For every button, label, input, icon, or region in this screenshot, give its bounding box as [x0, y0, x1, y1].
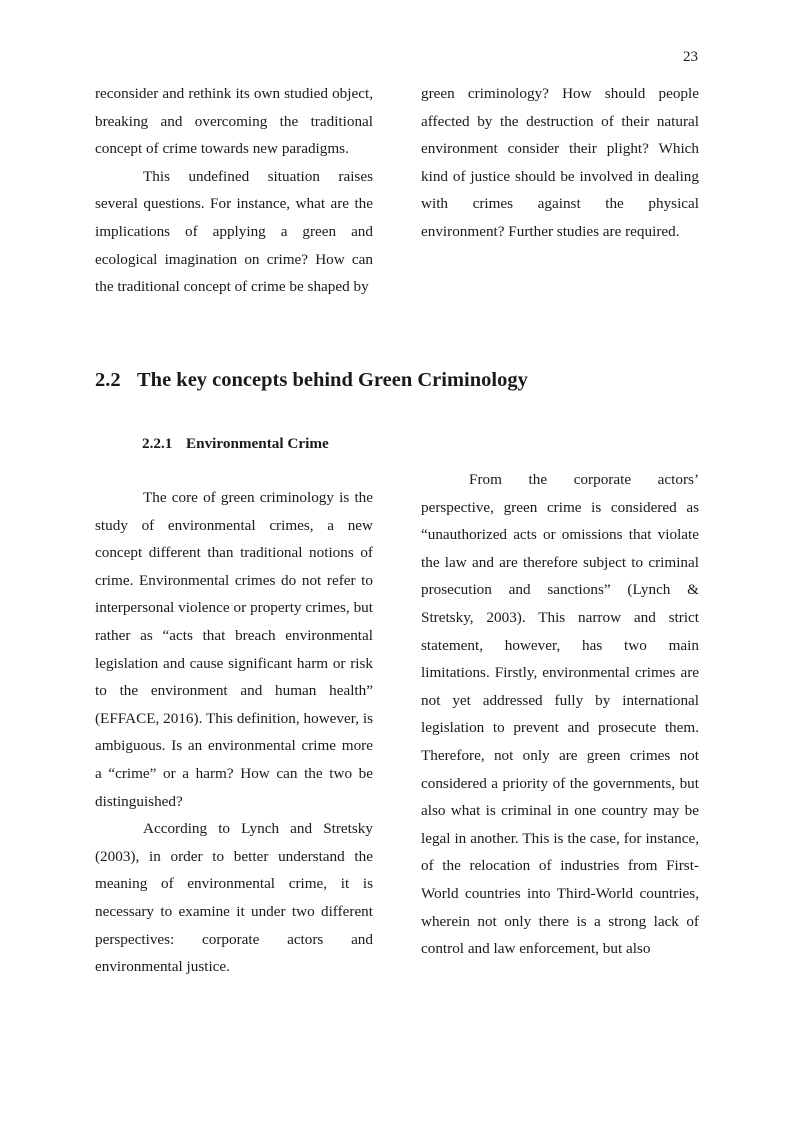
paragraph: green criminology? How should people affected by the destruction of their natural environment consider their plight? Which kind of justice should be involved in dealing with crimes against the physical environment? Further studies are required.: [421, 85, 699, 240]
paragraph: According to Lynch and Stretsky (2003), in order to better understand the meaning of environmental crime, it is necessary to examine it under two different perspectives: corporate actors and environmental justice.: [95, 820, 373, 976]
page-number: 23: [683, 49, 698, 65]
paragraph: This undefined situation raises several questions. For instance, what are the implications of applying a green and ecological imagination on crime? How can the traditional concept of crime be shaped by: [95, 167, 373, 296]
bottom-left-column: [95, 484, 373, 981]
bottom-right-column: [421, 466, 699, 963]
section-heading: [95, 369, 528, 392]
subsection-heading: [142, 435, 329, 453]
subsection-title: Environmental Crime: [186, 435, 329, 452]
top-left-column: [95, 80, 373, 301]
top-right-column: [421, 80, 699, 246]
paragraph: reconsider and rethink its own studied object, breaking and overcoming the traditional concept of crime towards new paradigms.: [95, 85, 373, 158]
paragraph: The core of green criminology is the study of environmental crimes, a new concept different than traditional notions of crime. Environmental crimes do not refer to interpersonal violence or property crimes, but rather as “acts that breach environmental legislation and cause significant harm or risk to the environment and human health” (EFFACE, 2016). This definition, however, is ambiguous. Is an environmental crime more a “crime” or a harm? How can the two be distinguished?: [95, 489, 373, 810]
section-number: 2.2: [95, 369, 121, 391]
paragraph: From the corporate actors’ perspective, green crime is considered as “unauthorized acts or omissions that violate the law and are therefore subject to criminal prosecution and sanctions” (Lynch & Stretsky, 2003). This narrow and strict statement, however, has two main limitations. Firstly, environmental crimes are not yet addressed fully by international legislation to prevent and prosecute them. Therefore, not only are green crimes not considered a priority of the governments, but also what is criminal in one country may be legal in another. This is the case, for instance, of the relocation of industries from First-World countries into Third-World countries, wherein not only there is a strong lack of control and law enforcement, but also: [421, 471, 699, 958]
subsection-number: 2.2.1: [142, 435, 173, 452]
section-title: The key concepts behind Green Criminology: [137, 369, 528, 391]
